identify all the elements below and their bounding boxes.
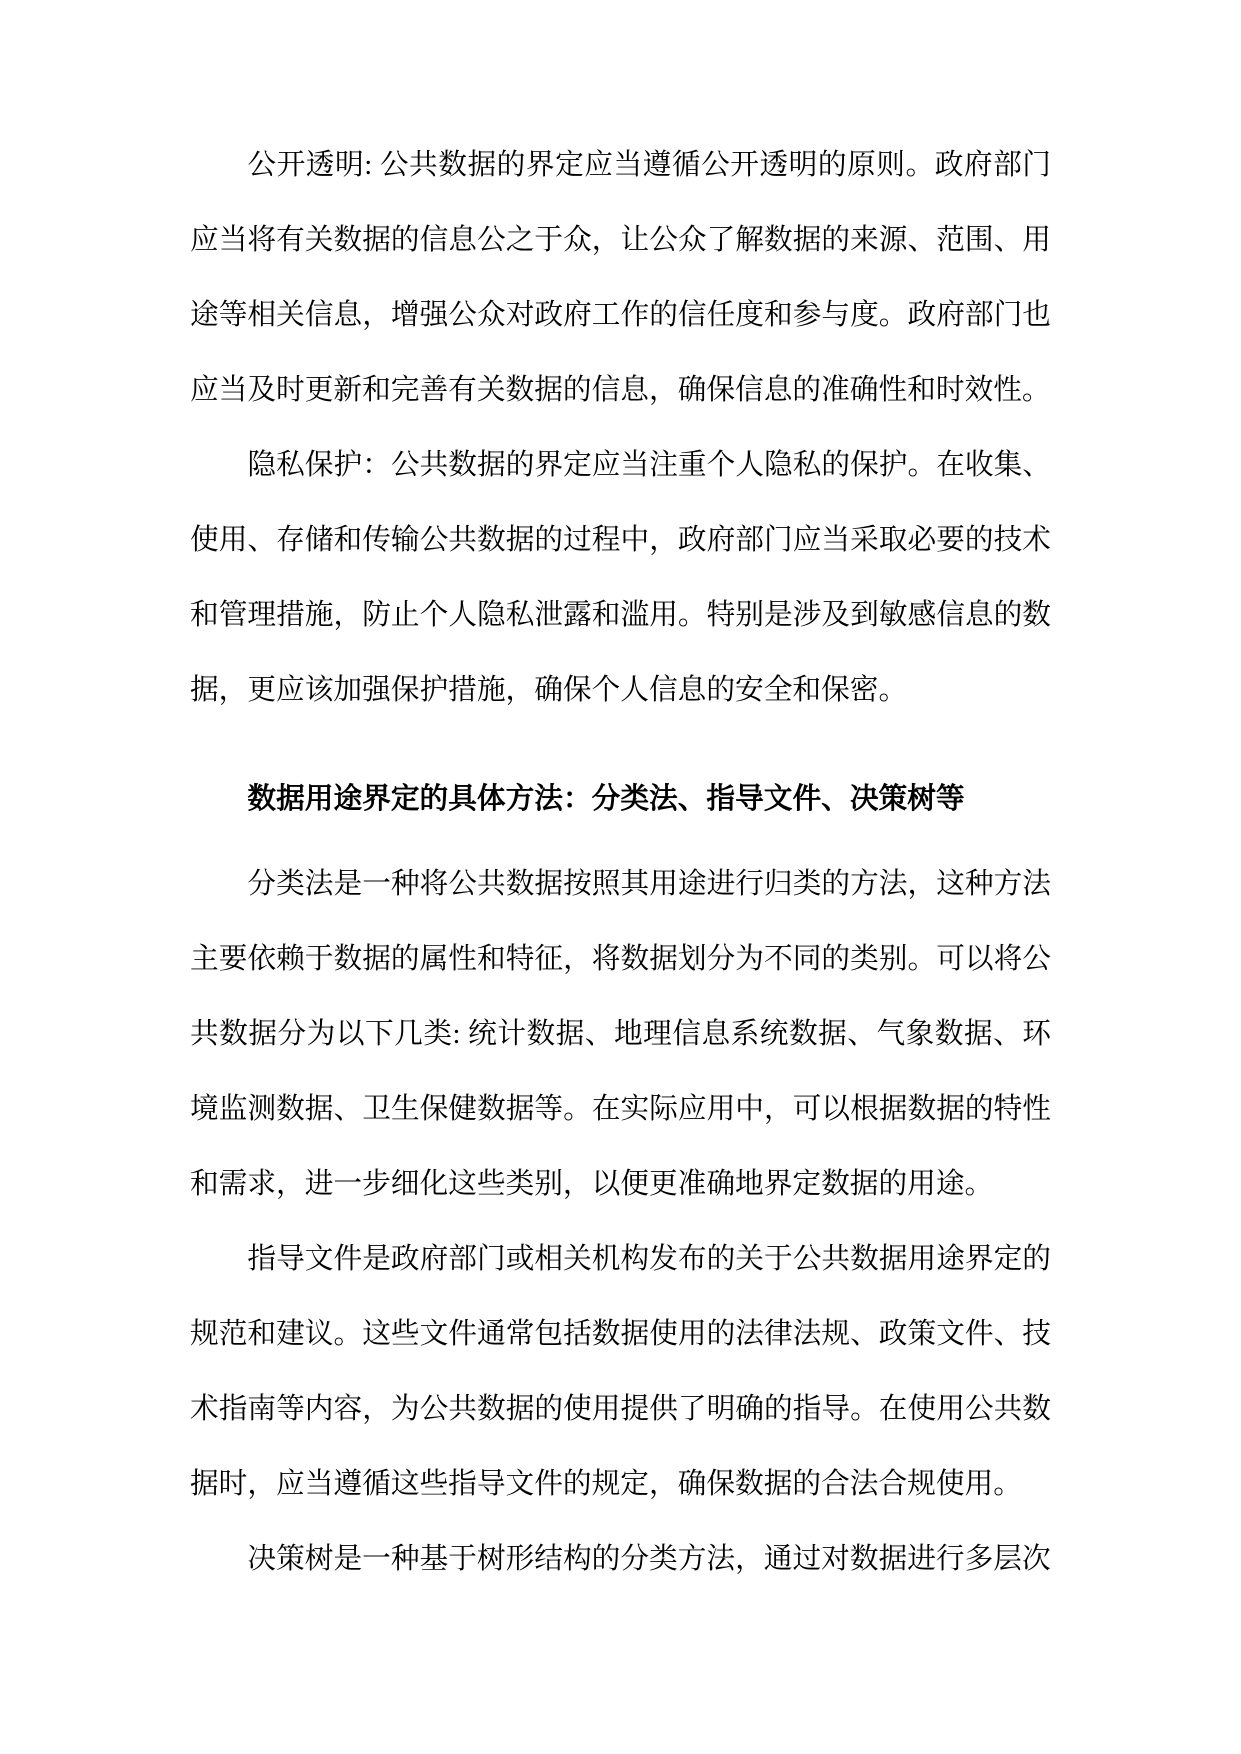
paragraph-decision-tree: 决策树是一种基于树形结构的分类方法，通过对数据进行多层次: [247, 1543, 1051, 1575]
paragraph-open-transparency: 公开透明: 公共数据的界定应当遵循公开透明的原则。政府部门应当将有关数据的信息公之于众，让公众了解数据的来源、范围、用途等相关信息，增强公众对政府工作的信任度和参与度。政府部门也应当及时更新和完善有关数据的信息，确保信息的准确性和时效性。: [190, 149, 1051, 406]
paragraph-privacy-protection: 隐私保护：公共数据的界定应当注重个人隐私的保护。在收集、使用、存储和传输公共数据的过程中，政府部门应当采取必要的技术和管理措施，防止个人隐私泄露和滥用。特别是涉及到敏感信息的数据，更应该加强保护措施，确保个人信息的安全和保密。: [190, 449, 1051, 706]
paragraph-classification-method: 分类法是一种将公共数据按照其用途进行归类的方法，这种方法主要依赖于数据的属性和特征，将数据划分为不同的类别。可以将公共数据分为以下几类: 统计数据、地理信息系统数据、气象数据、环境监测数据、卫生保健数据等。在实际应用中，可以根据数据的特性和需求，进一步细化这些类别，以便更准确地界定数据的用途。: [190, 868, 1051, 1200]
section-heading-data-use-methods: 数据用途界定的具体方法：分类法、指导文件、决策树等: [247, 783, 965, 815]
document-content: [190, 128, 1051, 1597]
paragraph-guidance-documents: 指导文件是政府部门或相关机构发布的关于公共数据用途界定的规范和建议。这些文件通常包括数据使用的法律法规、政策文件、技术指南等内容，为公共数据的使用提供了明确的指导。在使用公共数据时，应当遵循这些指导文件的规定，确保数据的合法合规使用。: [190, 1243, 1051, 1500]
